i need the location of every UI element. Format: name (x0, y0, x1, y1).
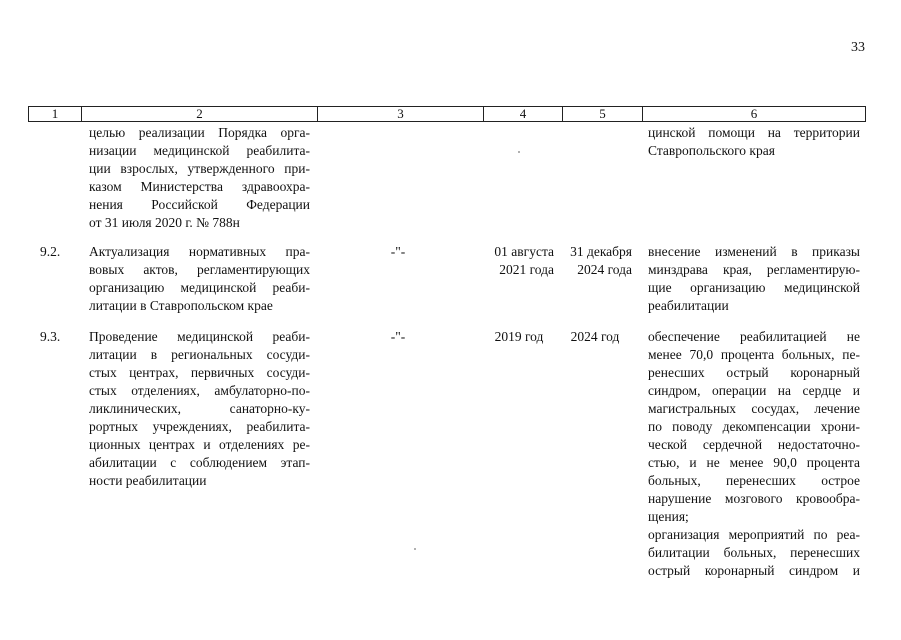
header-col-4: 4 (484, 107, 563, 121)
scan-speck (414, 548, 416, 550)
text-line: менее 70,0 процента больных, пе- (648, 347, 860, 362)
text-line: магистральных сосудах, лечение (648, 401, 860, 416)
header-col-3: 3 (318, 107, 484, 121)
text-line: цинской помощи на территории (648, 125, 860, 140)
text-line: Актуализация нормативных пра- (89, 244, 310, 259)
text-line: литации в региональных сосуди- (89, 347, 310, 362)
text-line: 2024 года (577, 262, 632, 277)
table-header-row (28, 106, 866, 122)
row-number: 9.2. (40, 244, 61, 259)
text-line: больных, перенесших острое (648, 473, 860, 488)
cell-executor: -"- (390, 244, 406, 259)
text-line: от 31 июля 2020 г. № 788н (89, 215, 240, 230)
text-line: Ставропольского края (648, 143, 775, 158)
header-col-5: 5 (563, 107, 643, 121)
text-line: вовых актов, регламентирующих (89, 262, 310, 277)
cell-start-date (484, 243, 554, 279)
text-line: нения Российской Федерации (89, 197, 310, 212)
text-line: организацию медицинской реаби- (89, 280, 310, 295)
header-col-6: 6 (750, 106, 758, 121)
text-line: острый коронарный синдром и (648, 563, 860, 578)
cell-activity (89, 243, 310, 315)
text-line: синдром, операции на сердце и (648, 383, 860, 398)
text-line: литации в Ставропольском крае (89, 298, 273, 313)
text-line: целью реализации Порядка орга- (89, 125, 310, 140)
text-line: абилитации с соблюдением этап- (89, 455, 310, 470)
cell-result (648, 243, 860, 315)
text-line: билитации больных, перенесших (648, 545, 860, 560)
text-line: ции взрослых, утвержденного при- (89, 161, 310, 176)
text-line: ности реабилитации (89, 473, 207, 488)
cell-end-date (558, 328, 632, 346)
cell-executor: -"- (390, 329, 406, 344)
text-line: минздрава края, регламентирую- (648, 262, 860, 277)
text-line: 2019 год (494, 329, 544, 344)
text-line: стью, и не менее 90,0 процента (648, 455, 860, 470)
text-line: стых отделениях, амбулаторно-по- (89, 383, 310, 398)
cell-activity (89, 124, 310, 232)
text-line: реабилитации (648, 298, 729, 313)
text-line: ликлинических, санаторно-ку- (89, 401, 310, 416)
text-line: ренесших острый коронарный (648, 365, 860, 380)
scan-speck (518, 151, 520, 153)
text-line: 2021 года (499, 262, 554, 277)
cell-activity (89, 328, 310, 490)
cell-end-date (558, 243, 632, 279)
page-number: 33 (851, 40, 865, 55)
text-line: нарушение мозгового кровообра- (648, 491, 860, 506)
text-line: низации медицинской реабилита- (89, 143, 310, 158)
text-line: рортных учреждениях, реабилита- (89, 419, 310, 434)
text-line: внесение изменений в приказы (648, 244, 860, 259)
text-line: стых центрах, первичных сосуди- (89, 365, 310, 380)
header-col-2: 2 (82, 107, 318, 121)
text-line: ческой сердечной недостаточно- (648, 437, 860, 452)
text-line: казом Министерства здравоохра- (89, 179, 310, 194)
text-line: 31 декабря (570, 244, 632, 259)
cell-result (648, 328, 860, 580)
cell-result (648, 124, 860, 160)
cell-start-date (484, 328, 554, 346)
text-line: 01 августа (494, 244, 554, 259)
text-line: Проведение медицинской реаби- (89, 329, 310, 344)
row-number: 9.3. (40, 329, 61, 344)
text-line: щие организацию медицинской (648, 280, 860, 295)
text-line: ционных центрах и отделениях ре- (89, 437, 310, 452)
text-line: 2024 год (570, 329, 620, 344)
text-line: щения; (648, 509, 689, 524)
text-line: обеспечение реабилитацией не (648, 329, 860, 344)
text-line: организация мероприятий по реа- (648, 527, 860, 542)
text-line: по поводу декомпенсации хрони- (648, 419, 860, 434)
header-col-1: 1 (29, 107, 82, 121)
